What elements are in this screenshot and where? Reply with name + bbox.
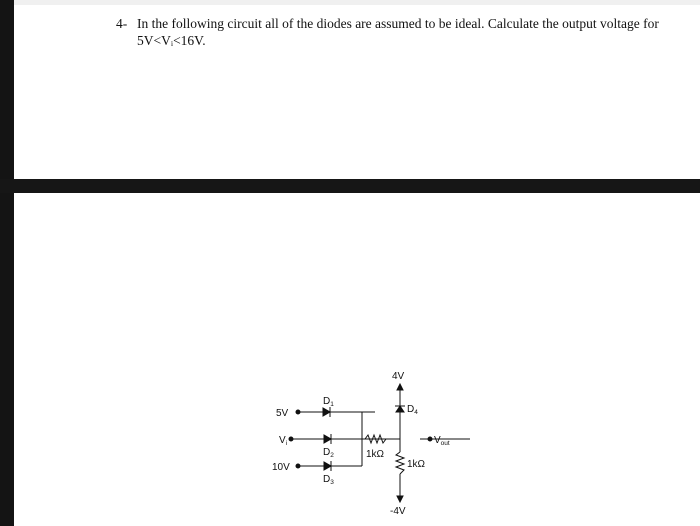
- diode-icon: [324, 462, 331, 470]
- problem-number: 4-: [116, 16, 128, 31]
- left-dark-bar: [0, 0, 14, 526]
- label-d2: $D_2$: [323, 447, 334, 459]
- label-d4: $D_4$: [407, 404, 418, 416]
- diode-icon: [396, 406, 404, 412]
- label-5v: 5V: [276, 408, 289, 419]
- label-4v: 4V: [392, 371, 405, 382]
- circuit-diagram: [260, 360, 480, 520]
- dark-divider-bar: [0, 179, 700, 193]
- label-d3: $D_3$: [323, 474, 334, 486]
- label-vi: $V_i$: [279, 435, 288, 447]
- problem-text-line1: In the following circuit all of the diodes are assumed to be ideal. Calculate the output voltage for: [137, 16, 659, 31]
- label-r1: 1kΩ: [366, 449, 385, 460]
- problem-text-line2: 5V<Vᵢ<16V.: [137, 33, 206, 48]
- top-strip: [0, 0, 700, 5]
- arrow-up-icon: [397, 384, 403, 390]
- arrow-down-icon: [397, 496, 403, 502]
- diode-icon: [324, 435, 331, 443]
- label-neg4v: -4V: [390, 506, 406, 517]
- terminal-dot: [428, 437, 432, 441]
- label-vout: $V_{out}$: [434, 435, 450, 447]
- label-d1: $D_1$: [323, 396, 334, 408]
- label-10v: 10V: [272, 462, 290, 473]
- resistor-icon: [396, 452, 404, 474]
- label-r2: 1kΩ: [407, 459, 426, 470]
- diode-icon: [323, 408, 330, 416]
